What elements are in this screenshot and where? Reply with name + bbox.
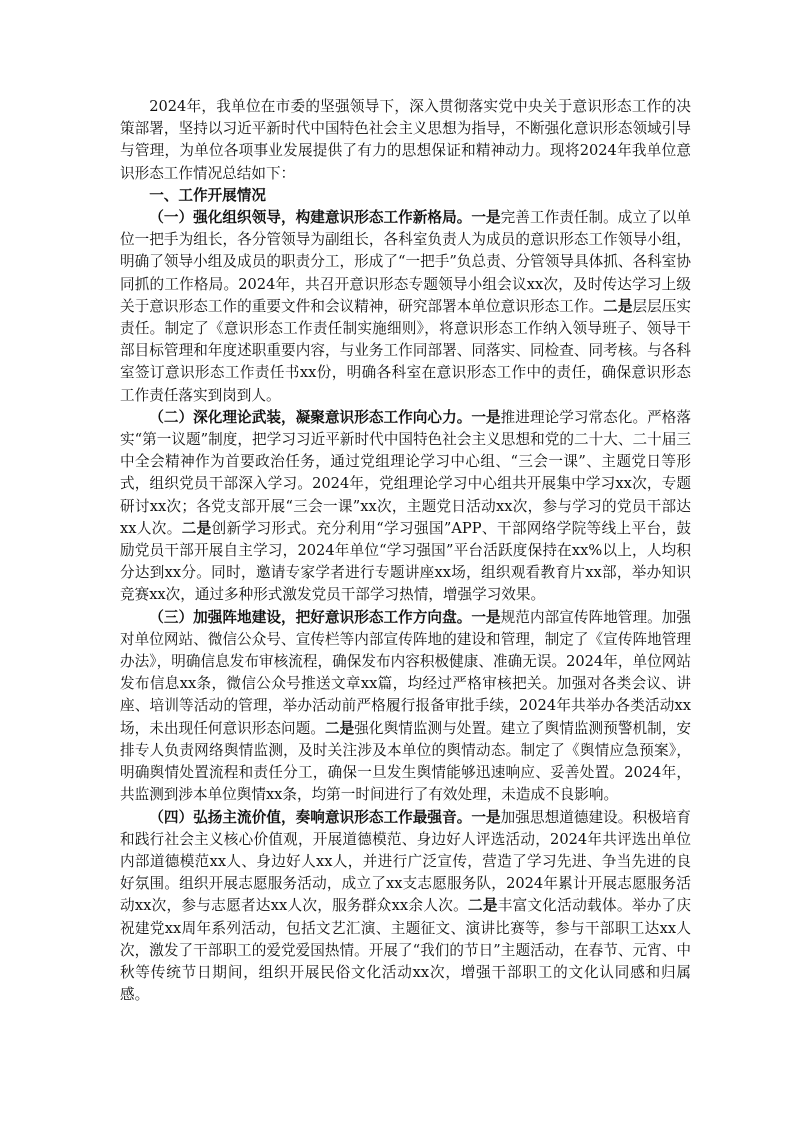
intro-paragraph: 2024年，我单位在市委的坚强领导下，深入贯彻落实党中央关于意识形态工作的决策部署，坚持以习近平新时代中国特色社会主义思想为指导，不断强化意识形态领域引导与管理，为单位各项事业发展提供了有力的思想保证和精神动力。现将2024年我单位意识形态工作情况总结如下： [120, 98, 691, 182]
item-text: 推进理论学习常态化。严格落实“第一议题”制度，把学习习近平新时代中国特色社会主义思想和党的二十大、二十届三中全会精神作为首要政治任务，通过党组理论学习中心组、“三会一课”、主题党日等形式，组织党员干部深入学习。2024年，党组理论学习中心组共开展集中学习xx次，专题研讨xx次；各党支部开展“三会一课”xx次，主题党日活动xx次，参与学习的党员干部达xx人次。 [120, 408, 691, 537]
subsection-title: （一）强化组织领导，构建意识形态工作新格局。 [149, 209, 472, 227]
item-text: 加强思想道德建设。积极培育和践行社会主义核心价值观，开展道德模范、身边好人评选活动，2024年共评选出单位内部道德模范xx人、身边好人xx人，并进行广泛宣传，营造了学习先进、争当先进的良好氛围。组织开展志愿服务活动，成立了xx支志愿服务队，2024年累计开展志愿服务活动xx次，参与志愿者达xx人次，服务群众xx余人次。 [120, 808, 691, 915]
subsection-title: （二）深化理论武装，凝聚意识形态工作向心力。 [149, 408, 472, 426]
item-label: 二是 [603, 297, 633, 315]
document-page [120, 96, 691, 1006]
item-label: 一是 [471, 808, 501, 826]
item-label: 二是 [324, 719, 355, 737]
section-heading: 一、工作开展情况 [149, 186, 266, 204]
item-label: 二是 [467, 897, 498, 915]
subsection-paragraph-4 [120, 807, 691, 1007]
item-label: 一是 [471, 608, 501, 626]
subsection-title: （四）弘扬主流价值，奏响意识形态工作最强音。 [149, 808, 472, 826]
item-text: 规范内部宣传阵地管理。加强对单位网站、微信公众号、宣传栏等内部宣传阵地的建设和管理，制定了《宣传阵地管理办法》，明确信息发布审核流程，确保发布内容积极健康、准确无误。2024年，单位网站发布信息xx条，微信公众号推送文章xx篇，均经过严格审核把关。加强对各类会议、讲座、培训等活动的管理，举办活动前严格履行报备审批手续，2024年共举办各类活动xx场，未出现任何意识形态问题。 [120, 608, 691, 737]
item-label: 二是 [181, 519, 212, 537]
subsection-paragraph-1 [120, 207, 691, 407]
item-label: 一是 [471, 209, 501, 227]
item-text: 完善工作责任制。成立了以单位一把手为组长，各分管领导为副组长，各科室负责人为成员的意识形态工作领导小组，明确了领导小组及成员的职责分工，形成了“一把手”负总责、分管领导具体抓、各科室协同抓的工作格局。2024年，共召开意识形态专题领导小组会议xx次，及时传达学习上级关于意识形态工作的重要文件和会议精神，研究部署本单位意识形态工作。 [120, 209, 691, 315]
item-text: 层层压实责任。制定了《意识形态工作责任制实施细则》，将意识形态工作纳入领导班子、领导干部目标管理和年度述职重要内容，与业务工作同部署、同落实、同检查、同考核。与各科室签订意识形态工作责任书xx份，明确各科室在意识形态工作中的责任，确保意识形态工作责任落实到岗到人。 [120, 297, 691, 404]
item-label: 一是 [471, 408, 501, 426]
item-text: 强化舆情监测与处置。建立了舆情监测预警机制，安排专人负责网络舆情监测，及时关注涉及本单位的舆情动态。制定了《舆情应急预案》，明确舆情处置流程和责任分工，确保一旦发生舆情能够迅速响应、妥善处置。2024年，共监测到涉本单位舆情xx条，均第一时间进行了有效处理，未造成不良影响。 [120, 719, 691, 804]
subsection-paragraph-2 [120, 407, 691, 607]
subsection-title: （三）加强阵地建设，把好意识形态工作方向盘。 [149, 608, 472, 626]
subsection-paragraph-3 [120, 607, 691, 807]
item-text: 创新学习形式。充分利用“学习强国”APP、干部网络学院等线上平台，鼓励党员干部开展自主学习，2024年单位“学习强国”平台活跃度保持在xx%以上，人均积分达到xx分。同时，邀请专家学者进行专题讲座xx场，组织观看教育片xx部，举办知识竞赛xx次，通过多种形式激发党员干部学习热情，增强学习效果。 [120, 519, 691, 604]
item-text: 丰富文化活动载体。举办了庆祝建党xx周年系列活动，包括文艺汇演、主题征文、演讲比赛等，参与干部职工达xx人次，激发了干部职工的爱党爱国热情。开展了“我们的节日”主题活动，在春节、元宵、中秋等传统节日期间，组织开展民俗文化活动xx次，增强干部职工的文化认同感和归属感。 [120, 897, 691, 1004]
